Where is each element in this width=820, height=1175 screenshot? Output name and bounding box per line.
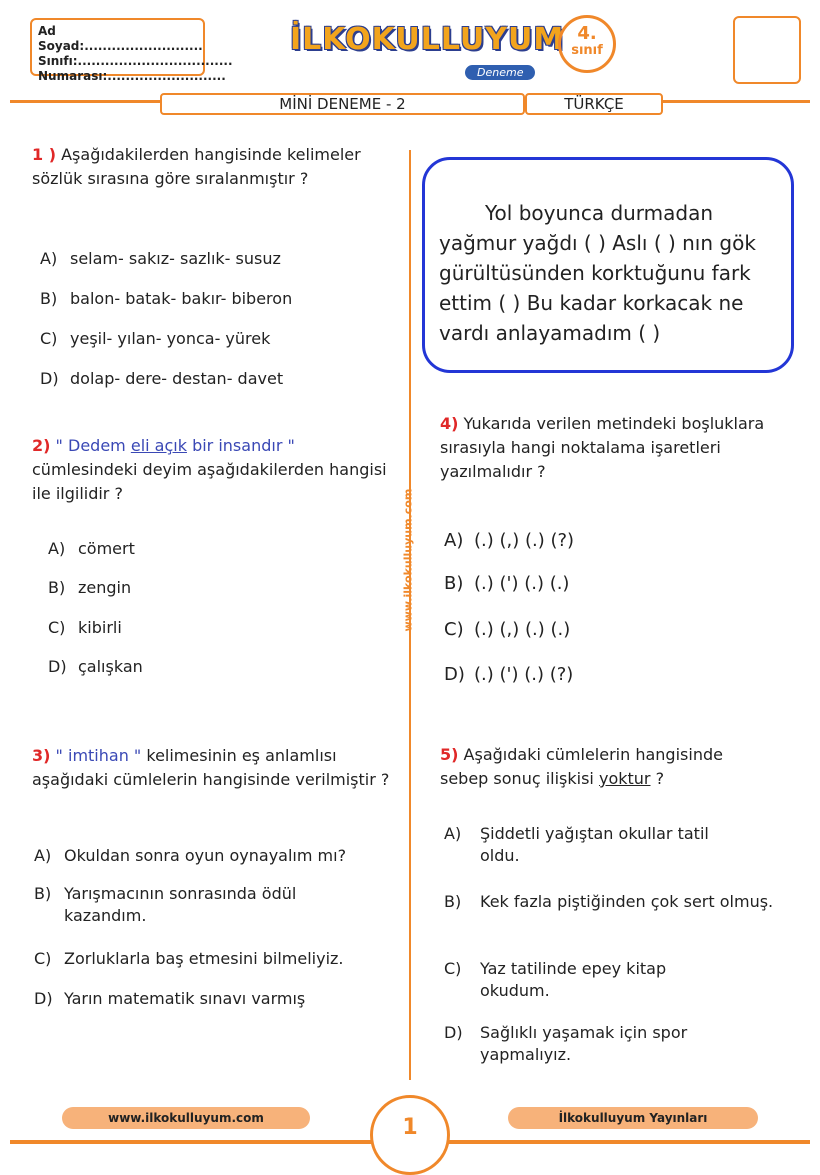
question-1-text: Aşağıdakilerden hangisinde kelimeler sözlük sırasına göre sıralanmıştır ? [32,145,361,188]
q1-option-c[interactable]: C) yeşil- yılan- yonca- yürek [40,329,271,348]
question-4 [440,412,790,484]
score-box [733,16,801,84]
grade-label: sınıf [571,43,603,58]
q4-option-a[interactable]: A) (.) (,) (.) (?) [444,530,575,551]
question-4-text: Yukarıda verilen metindeki boşluklara sırasıyla hangi noktalama işaretleri yazılmalıdır ? [440,414,765,481]
idiom-highlight: eli açık [130,436,187,455]
q1-option-b[interactable]: B) balon- batak- bakır- biberon [40,289,293,308]
q5-option-b[interactable]: B) Kek fazla piştiğinden çok sert olmuş. [444,892,774,911]
question-1-number: 1 ) [32,145,57,164]
q1-option-a[interactable]: A) selam- sakız- sazlık- susuz [40,249,281,268]
logo-tag: Deneme [465,65,535,80]
negation-underline: yoktur [598,769,651,788]
question-5-text: Aşağıdaki cümlelerin hangisinde sebep sonuç ilişkisi [440,745,723,788]
q3-option-d[interactable]: D) Yarın matematik sınavı varmış [34,989,306,1008]
q5-option-d[interactable]: D) Sağlıklı yaşamak için spor yapmalıyız. [444,1023,688,1064]
q2-option-d[interactable]: D) çalışkan [48,657,143,676]
footer-website: www.ilkokulluyum.com [62,1107,310,1129]
q2-option-a[interactable]: A) cömert [48,539,135,558]
question-5: 5) Aşağıdaki cümlelerin hangisinde sebep sonuç ilişkisi yoktur ? [440,745,723,788]
question-2: 2) " Dedem eli açık bir insandır " cümlesindeki deyim aşağıdakilerden hangisi ile ilgilidir ? [32,436,387,503]
footer-publisher: İlkokulluyum Yayınları [508,1107,758,1129]
q2-option-b[interactable]: B) zengin [48,578,132,597]
question-3-text: kelimesinin eş anlamlısı aşağıdaki cümlelerin hangisinde verilmiştir ? [32,746,390,789]
class-field-label: Sınıfı:.................................. [38,54,233,68]
passage-text: Yol boyunca durmadan yağmur yağdı ( ) Aslı ( ) nın gök gürültüsünden korktuğunu fark ettim ( ) Bu kadar korkacak ne vardı anlayamadım ( ) [439,201,756,345]
q3-option-b[interactable]: B) Yarışmacının sonrasında ödül kazandım. [34,884,297,925]
q1-option-d[interactable]: D) dolap- dere- destan- davet [40,369,284,388]
q3-option-c[interactable]: C) Zorluklarla baş etmesini bilmeliyiz. [34,949,344,968]
q4-option-c[interactable]: C) (.) (,) (.) (.) [444,619,571,640]
q4-option-d[interactable]: D) (.) (') (.) (?) [444,664,574,685]
grade-badge [558,15,616,73]
brand-logo: İLKOKULLUYUM [290,22,565,57]
question-3-number: 3) [32,746,51,765]
q5-option-c[interactable]: C) Yaz tatilinde epey kitap okudum. [444,959,667,1000]
question-4-number: 4) [440,414,459,433]
grade-number: 4. [577,23,597,44]
question-5-number: 5) [440,745,459,764]
passage-box [422,157,794,373]
question-1 [32,143,362,191]
question-2-number: 2) [32,436,51,455]
q5-option-a[interactable]: A) Şiddetli yağıştan okullar tatil oldu. [444,824,709,865]
vertical-site-url: www.ilkokulluyum.com [401,488,415,632]
student-info-box [30,18,233,83]
q2-option-c[interactable]: C) kibirli [48,618,122,637]
page-number: 1 [370,1095,450,1175]
subject-label: TÜRKÇE [525,93,663,115]
question-3 [32,744,392,792]
q4-option-b[interactable]: B) (.) (') (.) (.) [444,573,570,594]
quoted-word: " imtihan " [55,746,142,765]
number-field-label: Numarası:.......................... [38,69,226,83]
question-2-text: cümlesindeki deyim aşağıdakilerden hangisi ile ilgilidir ? [32,460,387,503]
q3-option-a[interactable]: A) Okuldan sonra oyun oynayalım mı? [34,846,347,865]
exam-title: MİNİ DENEME - 2 [160,93,525,115]
name-field-label: Ad Soyad:.......................... [38,24,203,53]
